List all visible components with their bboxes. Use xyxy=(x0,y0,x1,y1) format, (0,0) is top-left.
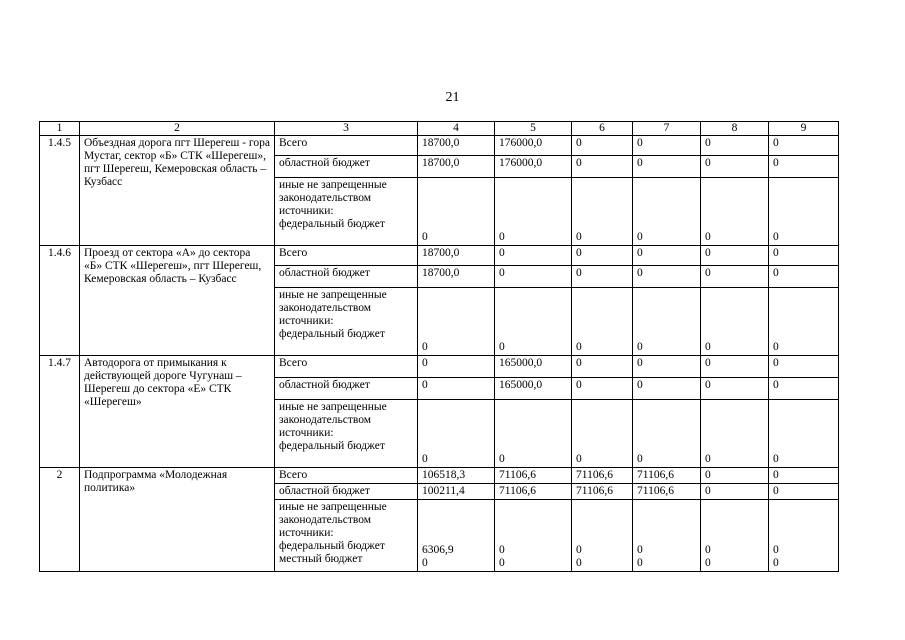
value-cell: 0 xyxy=(701,246,769,266)
value-cell: 0 xyxy=(495,400,572,468)
value-cell: 0 xyxy=(418,178,495,246)
column-number: 7 xyxy=(633,122,701,136)
value-cell: 0 xyxy=(701,356,769,378)
value-cell: 0 xyxy=(572,356,633,378)
value-cell: 0 xyxy=(769,468,839,484)
column-number: 9 xyxy=(769,122,839,136)
value-cell: 0 xyxy=(633,378,701,400)
column-number: 8 xyxy=(701,122,769,136)
value-cell: 0 0 xyxy=(701,500,769,572)
value-cell: 0 xyxy=(418,356,495,378)
value-cell: 18700,0 xyxy=(418,266,495,288)
value-cell: 100211,4 xyxy=(418,484,495,500)
value-cell: 0 xyxy=(633,356,701,378)
value-cell: 71106,6 xyxy=(633,484,701,500)
value-cell: 0 xyxy=(769,378,839,400)
column-number: 5 xyxy=(495,122,572,136)
value-cell: 0 xyxy=(495,266,572,288)
value-cell: 18700,0 xyxy=(418,246,495,266)
row-name: Автодорога от примыкания к действующей дороге Чугунаш – Шерегеш до сектора «Е» СТК «Шерегеш» xyxy=(80,356,275,468)
value-cell: 0 xyxy=(769,356,839,378)
table-row xyxy=(40,246,839,266)
table-row xyxy=(40,468,839,484)
value-cell: 0 xyxy=(769,288,839,356)
column-number: 4 xyxy=(418,122,495,136)
value-cell: 0 xyxy=(701,156,769,178)
value-cell: 0 xyxy=(633,246,701,266)
value-cell: 0 xyxy=(572,266,633,288)
funding-source: областной бюджет xyxy=(275,156,418,178)
value-cell: 0 xyxy=(701,266,769,288)
budget-table xyxy=(39,121,839,572)
row-name: Подпрограмма «Молодежная политика» xyxy=(80,468,275,572)
value-cell: 0 xyxy=(633,136,701,156)
funding-source: Всего xyxy=(275,356,418,378)
value-cell: 71106,6 xyxy=(572,468,633,484)
value-cell: 0 xyxy=(701,136,769,156)
value-cell: 0 xyxy=(633,288,701,356)
value-cell: 0 xyxy=(701,378,769,400)
value-cell: 0 xyxy=(633,178,701,246)
column-number: 3 xyxy=(275,122,418,136)
column-number: 2 xyxy=(80,122,275,136)
value-cell: 18700,0 xyxy=(418,156,495,178)
value-cell: 106518,3 xyxy=(418,468,495,484)
value-cell: 0 xyxy=(701,288,769,356)
funding-source: областной бюджет xyxy=(275,378,418,400)
funding-source: областной бюджет xyxy=(275,266,418,288)
value-cell: 176000,0 xyxy=(495,156,572,178)
value-cell: 71106,6 xyxy=(495,468,572,484)
value-cell: 0 0 xyxy=(633,500,701,572)
value-cell: 0 xyxy=(701,178,769,246)
row-name: Проезд от сектора «А» до сектора «Б» СТК «Шерегеш», пгт Шерегеш, Кемеровская область – Кузбасс xyxy=(80,246,275,356)
value-cell: 0 0 xyxy=(572,500,633,572)
value-cell: 0 0 xyxy=(769,500,839,572)
value-cell: 0 xyxy=(769,246,839,266)
value-cell: 0 xyxy=(769,484,839,500)
page-number: 21 xyxy=(445,90,460,105)
value-cell: 165000,0 xyxy=(495,356,572,378)
value-cell: 0 xyxy=(572,178,633,246)
value-cell: 71106,6 xyxy=(572,484,633,500)
value-cell: 0 xyxy=(769,156,839,178)
value-cell: 0 xyxy=(701,484,769,500)
value-cell: 0 xyxy=(633,156,701,178)
value-cell: 0 xyxy=(572,400,633,468)
value-cell: 0 xyxy=(418,400,495,468)
funding-source: иные не запрещенные законодательством источники: федеральный бюджет xyxy=(275,400,418,468)
funding-source: Всего xyxy=(275,246,418,266)
value-cell: 0 xyxy=(769,178,839,246)
value-cell: 0 xyxy=(572,378,633,400)
value-cell: 0 xyxy=(572,156,633,178)
value-cell: 0 xyxy=(633,266,701,288)
row-code: 1.4.7 xyxy=(40,356,80,468)
value-cell: 71106,6 xyxy=(633,468,701,484)
value-cell: 0 xyxy=(701,468,769,484)
value-cell: 0 xyxy=(572,136,633,156)
row-code: 1.4.6 xyxy=(40,246,80,356)
value-cell: 165000,0 xyxy=(495,378,572,400)
column-number: 6 xyxy=(572,122,633,136)
row-name: Объездная дорога пгт Шерегеш - гора Мустаг, сектор «Б» СТК «Шерегеш», пгт Шерегеш, Кемеровская область – Кузбасс xyxy=(80,136,275,246)
value-cell: 71106,6 xyxy=(495,484,572,500)
value-cell: 0 xyxy=(418,378,495,400)
funding-source: иные не запрещенные законодательством источники: федеральный бюджет местный бюджет xyxy=(275,500,418,572)
funding-source: иные не запрещенные законодательством источники: федеральный бюджет xyxy=(275,288,418,356)
value-cell: 0 0 xyxy=(495,500,572,572)
table-row xyxy=(40,356,839,378)
value-cell: 0 xyxy=(572,288,633,356)
value-cell: 0 xyxy=(769,136,839,156)
value-cell: 0 xyxy=(633,400,701,468)
value-cell: 0 xyxy=(572,246,633,266)
value-cell: 0 xyxy=(769,266,839,288)
value-cell: 6306,9 0 xyxy=(418,500,495,572)
row-code: 2 xyxy=(40,468,80,572)
value-cell: 0 xyxy=(495,246,572,266)
funding-source: Всего xyxy=(275,136,418,156)
value-cell: 0 xyxy=(418,288,495,356)
funding-source: Всего xyxy=(275,468,418,484)
value-cell: 0 xyxy=(495,178,572,246)
table-row xyxy=(40,136,839,156)
value-cell: 0 xyxy=(495,288,572,356)
value-cell: 176000,0 xyxy=(495,136,572,156)
value-cell: 18700,0 xyxy=(418,136,495,156)
value-cell: 0 xyxy=(701,400,769,468)
column-number-row xyxy=(40,122,839,136)
funding-source: областной бюджет xyxy=(275,484,418,500)
row-code: 1.4.5 xyxy=(40,136,80,246)
funding-source: иные не запрещенные законодательством источники: федеральный бюджет xyxy=(275,178,418,246)
column-number: 1 xyxy=(40,122,80,136)
value-cell: 0 xyxy=(769,400,839,468)
